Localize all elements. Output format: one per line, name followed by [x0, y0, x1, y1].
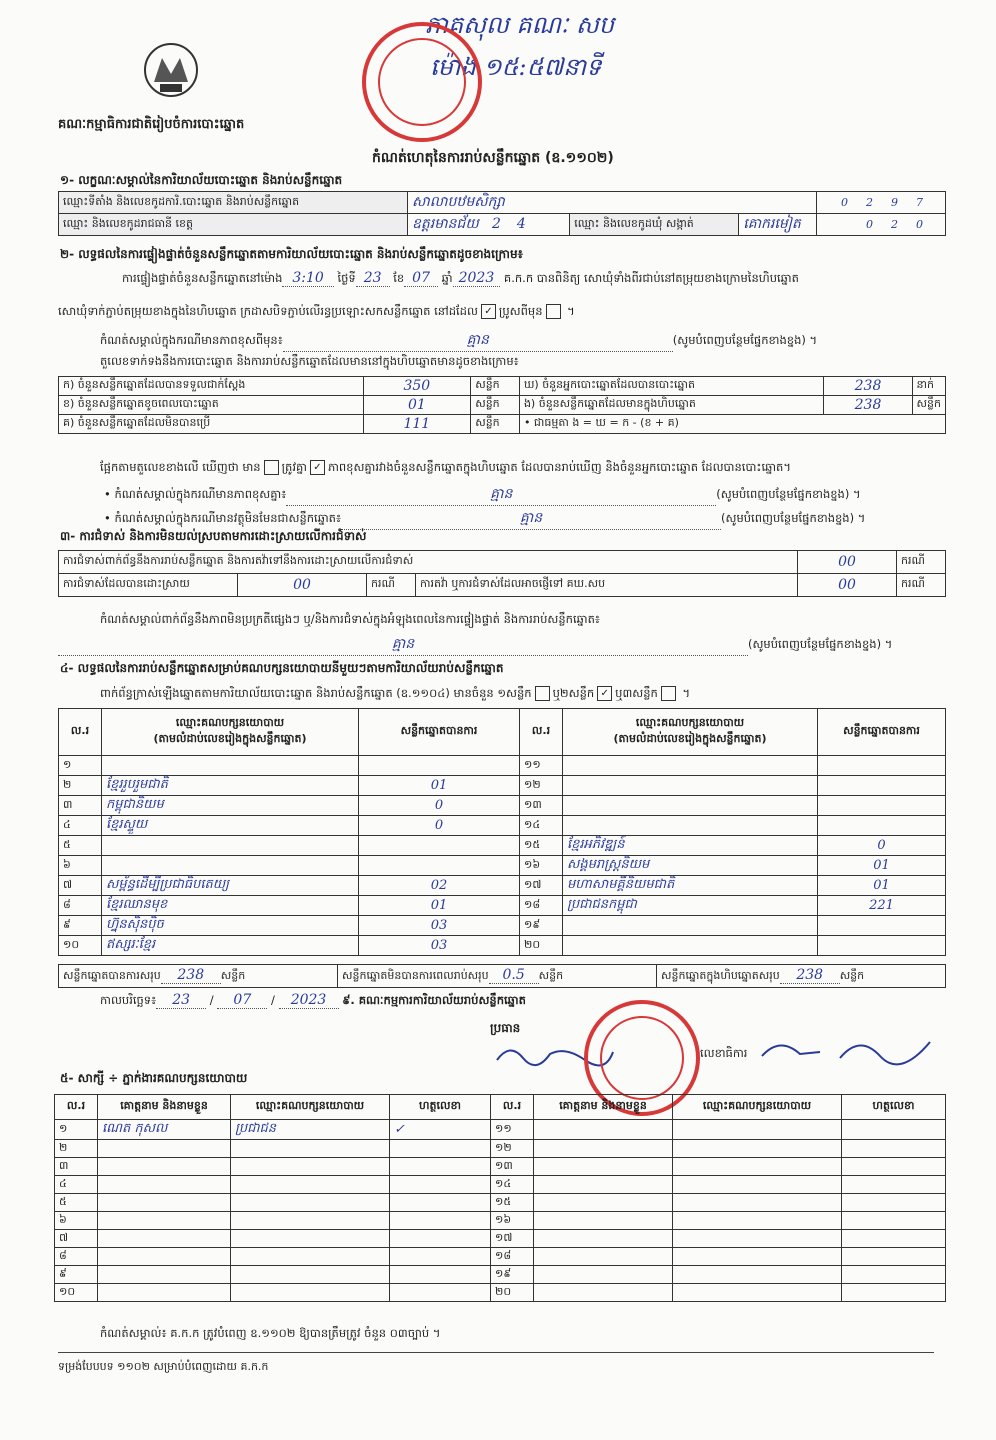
received-label: ក) ចំនួនសន្លឹកឆ្នោតដែលបានទទួលជាក់ស្តែង	[59, 377, 364, 396]
party-votes: 02	[359, 876, 520, 896]
table-row	[55, 1140, 946, 1158]
section1-title: ១- លក្ខណៈសម្គាល់នៃការិយាល័យបោះឆ្នោត និងរាប់សន្លឹកឆ្នោត	[60, 173, 343, 187]
party-name	[563, 936, 818, 956]
witness-name	[534, 1158, 673, 1176]
secretary-signature	[760, 1032, 940, 1066]
witness-name	[534, 1176, 673, 1194]
province-label: ឈ្មោះ និងលេខកូដរាជធានី ខេត្ត	[59, 214, 408, 236]
party-votes: 01	[359, 776, 520, 796]
location-code: 0297	[817, 192, 946, 214]
table-row	[59, 776, 946, 796]
section2-bullet1: • កំណត់សម្គាល់ក្នុងករណីមានភាពខុសគ្នា៖ គ្មាន (សូមបំពេញបន្ថែមផ្នែកខាងខ្នង) ។	[104, 484, 861, 506]
sheets-1-checkbox[interactable]	[535, 686, 550, 701]
totals-row: សន្លឹកឆ្នោតបានការសរុប 238 សន្លឹក សន្លឹកឆ្នោតមិនបានការពេលរាប់សរុប 0.5 សន្លឹក សន្លឹកឆ្នោតក្នុងហិបឆ្នោតសរុប 238 សន្លឹក	[58, 964, 946, 988]
row-number: ១៧	[520, 876, 563, 896]
section2-para4: ផ្អែកតាមតួលេខខាងលើ ឃើញថា មាន ត្រូវគ្នា ✓ ភាពខុសគ្នារវាងចំនួនសន្លឹកឆ្នោតក្នុងហិបឆ្នោត ដែលបានរាប់ឃើញ និងចំនួនអ្នកបោះឆ្នោត ដែលបានបោះឆ្នោត។	[100, 460, 791, 474]
witness-party	[673, 1140, 842, 1158]
chair-label: ប្រធាន	[490, 1021, 521, 1035]
row-number: ២	[55, 1140, 98, 1158]
party-name	[563, 756, 818, 776]
top-annotation-line2: ម៉ោង ១៥:៥៧នាទី	[430, 53, 602, 81]
row-number: ៨	[55, 1248, 98, 1266]
party-votes: 221	[818, 896, 946, 916]
witness-party	[673, 1212, 842, 1230]
party-name: ខ្មែរឈានមុខ	[102, 896, 359, 916]
party-name: ខ្មែររួបរួមជាតិ	[102, 776, 359, 796]
table-row	[55, 1158, 946, 1176]
province-value: ឧត្តរមានជ័យ 24	[408, 214, 570, 236]
section1-table	[58, 191, 946, 236]
witness-signature	[842, 1158, 946, 1176]
party-name: សង្គមរាស្ត្រនិយម	[563, 856, 818, 876]
section4-intro: ពាក់ព័ន្ធក្រាស់ឡើងឆ្នោតតាមការិយាល័យបោះឆ្នោត និងរាប់សន្លឹកឆ្នោត (ឧ.១១០៤) មានចំនួន ១សន្លឹក ឬ២សន្លឹក ✓ ឬ៣សន្លឹក ។	[100, 686, 691, 700]
row-number: ៥	[59, 836, 102, 856]
table-row	[59, 896, 946, 916]
table-row	[55, 1230, 946, 1248]
top-annotation-line1: ភាគសុល គណៈ សប	[425, 11, 614, 39]
witness-name	[98, 1284, 231, 1302]
resolved-count: 00	[238, 574, 367, 597]
witness-signature	[390, 1176, 491, 1194]
witness-party	[231, 1212, 390, 1230]
party-name: មហាសាមគ្គីនិយមជាតិ	[563, 876, 818, 896]
witness-signature	[842, 1230, 946, 1248]
witness-party	[231, 1266, 390, 1284]
table-row	[55, 1266, 946, 1284]
witness-name: ណេត កុសល	[98, 1120, 231, 1140]
party-votes	[818, 816, 946, 836]
table-row	[59, 856, 946, 876]
total-in-box: 238	[780, 967, 840, 984]
unused-label: គ) ចំនួនសន្លឹកឆ្នោតដែលមិនបានប្រើ	[59, 415, 364, 434]
row-number: ២០	[520, 936, 563, 956]
witness-signature	[390, 1248, 491, 1266]
row-number: ១៥	[491, 1194, 534, 1212]
row-number: ២	[59, 776, 102, 796]
party-name: ឥស្សរៈខ្មែរ	[102, 936, 359, 956]
unused-value: 111	[363, 415, 471, 434]
party-votes	[818, 796, 946, 816]
commune-label: ឈ្មោះ និងលេខកូដឃុំ សង្កាត់	[570, 214, 739, 236]
witness-party	[231, 1176, 390, 1194]
party-votes	[359, 856, 520, 876]
party-votes: 03	[359, 936, 520, 956]
forwarded-count: 00	[798, 574, 897, 597]
row-number: ១២	[520, 776, 563, 796]
row-number: ១	[55, 1120, 98, 1140]
row-number: ១៣	[520, 796, 563, 816]
witness-name	[98, 1230, 231, 1248]
witness-party	[231, 1230, 390, 1248]
section2-para3: តួលេខទាក់ទងនឹងការបោះឆ្នោត និងការរាប់សន្លឹកឆ្នោតដែលមាននៅក្នុងហិបឆ្នោតមានដូចខាងក្រោម៖	[100, 354, 519, 368]
witness-name	[534, 1230, 673, 1248]
table-row	[55, 1176, 946, 1194]
witness-party	[673, 1158, 842, 1176]
intact-checkbox[interactable]: ✓	[481, 304, 496, 319]
objection-table: ការជំទាស់ពាក់ព័ន្ធនឹងការរាប់សន្លឹកឆ្នោត និងការតវ៉ាទៅនឹងការដោះស្រាយលើការជំទាស់ 00 ករណី ការជំទាស់ដែលបានដោះស្រាយ 00 ករណី ការតវ៉ា ឬការជំទាស់ដែលអាចផ្ញើទៅ គឃ.សប 00 ករណី	[58, 550, 946, 597]
witness-signature	[390, 1230, 491, 1248]
party-name: ហ្វ៊ុនស៊ិនប៉ិច	[102, 916, 359, 936]
party-name	[563, 916, 818, 936]
section5-title: ៥- សាក្សី ÷ ភ្នាក់ងារគណបក្សនយោបាយ	[60, 1071, 248, 1085]
objection-count: 00	[798, 551, 897, 574]
witness-table: ល.រ គោត្តនាម និងនាមខ្លួន ឈ្មោះគណបក្សនយោបាយ ហត្ថលេខា ល.រ គោត្តនាម និងនាមខ្លួន ឈ្មោះគណបក្សនយោបាយ ហត្ថលេខា ១ ណេត កុសល ប្រជាជន ✓ ១១ ២ ១២ ៣ ១៣ ៤ ១៤ ៥ ១៥ ៦ ១៦ ៧ ១៧ ៨ ១៨ ៩ ១៩ ១០ ២០	[54, 1094, 946, 1302]
witness-party	[673, 1248, 842, 1266]
row-number: ១៦	[520, 856, 563, 876]
party-votes: 03	[359, 916, 520, 936]
party-votes	[359, 836, 520, 856]
section2-note: កំណត់សម្គាល់ក្នុងករណីមានភាពខុសពីមុន៖ គ្មាន (សូមបំពេញបន្ថែមផ្នែកខាងខ្នង) ។	[100, 330, 817, 352]
row-number: ៥	[55, 1194, 98, 1212]
witness-signature	[390, 1212, 491, 1230]
section2-para2: សោឃុំទាក់ភ្ជាប់តម្រុយខាងក្នុងនៃហិបឆ្នោត ក្រដាសបិទភ្ជាប់លើរន្ធប្រឡោះសកសន្លឹកឆ្នោត នៅដដែល ✓ ប្រូសពីមុន ។	[58, 304, 575, 318]
witness-party	[231, 1158, 390, 1176]
spoiled-label: ខ) ចំនួនសន្លឹកឆ្នោតខូចពេលបោះឆ្នោត	[59, 396, 364, 415]
table-row	[59, 876, 946, 896]
witness-party	[673, 1284, 842, 1302]
witness-signature	[842, 1248, 946, 1266]
table-row	[55, 1248, 946, 1266]
witness-name	[98, 1248, 231, 1266]
witness-signature	[842, 1194, 946, 1212]
party-name: សម្ព័ន្ធដើម្បីប្រជាធិបតេយ្យ	[102, 876, 359, 896]
witness-name	[98, 1212, 231, 1230]
party-votes: 0	[818, 836, 946, 856]
form-footer: ទម្រង់បែបបទ ១១០២ សម្រាប់បំពេញដោយ គ.ក.ក	[58, 1360, 269, 1373]
witness-signature	[842, 1284, 946, 1302]
row-number: ៩	[55, 1266, 98, 1284]
table-row	[55, 1194, 946, 1212]
discrepancy-yes-checkbox[interactable]	[264, 460, 279, 475]
party-name: ខ្មែរអភិវឌ្ឍន៍	[563, 836, 818, 856]
table-row	[59, 816, 946, 836]
witness-signature	[390, 1158, 491, 1176]
sheets-3-checkbox[interactable]	[661, 686, 676, 701]
witness-name	[534, 1248, 673, 1266]
witness-signature	[842, 1140, 946, 1158]
witness-signature	[842, 1212, 946, 1230]
witness-party	[231, 1284, 390, 1302]
party-name	[102, 856, 359, 876]
party-name	[102, 836, 359, 856]
row-number: ១៨	[491, 1248, 534, 1266]
party-votes	[359, 756, 520, 776]
row-number: ៨	[59, 896, 102, 916]
witness-name	[534, 1266, 673, 1284]
table-row	[59, 916, 946, 936]
party-votes	[818, 776, 946, 796]
section3-title: ៣- ការជំទាស់ និងការមិនយល់ស្របតាមការដោះស្រាយលើការជំទាស់	[60, 529, 367, 543]
witness-signature	[842, 1266, 946, 1284]
voted-value: 238	[824, 377, 912, 396]
row-number: ១៧	[491, 1230, 534, 1248]
in-box-value: 238	[824, 396, 912, 415]
row-number: ២០	[491, 1284, 534, 1302]
witness-signature	[842, 1176, 946, 1194]
witness-name	[98, 1176, 231, 1194]
table-row	[59, 936, 946, 956]
match-checkbox[interactable]: ✓	[310, 460, 325, 475]
party-votes: 0	[359, 796, 520, 816]
row-number: ១១	[520, 756, 563, 776]
table-row	[55, 1120, 946, 1140]
witness-name	[534, 1140, 673, 1158]
row-number: ៩	[59, 916, 102, 936]
row-number: ១១	[491, 1120, 534, 1140]
sheets-2-checkbox[interactable]: ✓	[597, 686, 612, 701]
party-name	[563, 816, 818, 836]
witness-name	[534, 1284, 673, 1302]
witness-signature	[842, 1120, 946, 1140]
row-number: ១២	[491, 1140, 534, 1158]
table-row	[59, 796, 946, 816]
signature-date: កាលបរិច្ឆេទ៖ 23 / 07 / 2023 ៩. គណៈកម្មការការិយាល័យរាប់សន្លឹកឆ្នោត	[100, 992, 526, 1008]
row-number: ១០	[59, 936, 102, 956]
secretary-label: លេខាធិការ	[700, 1046, 748, 1060]
row-number: ៦	[55, 1212, 98, 1230]
footer-note: កំណត់សម្គាល់៖ គ.ក.ក ត្រូវបំពេញ ឧ.១១០២ ឱ្យបានត្រឹមត្រូវ ចំនួន ០៣ច្បាប់ ។	[100, 1326, 441, 1340]
ballot-count-table: ក) ចំនួនសន្លឹកឆ្នោតដែលបានទទួលជាក់ស្តែង 350 សន្លឹក ឃ) ចំនួនអ្នកបោះឆ្នោតដែលបានបោះឆ្នោត 238 នាក់ ខ) ចំនួនសន្លឹកឆ្នោតខូចពេលបោះឆ្នោត 01 សន្លឹក ង) ចំនួនសន្លឹកឆ្នោតដែលមានក្នុងហិបឆ្នោត 238 សន្លឹក គ) ចំនួនសន្លឹកឆ្នោតដែលមិនបានប្រើ 111 សន្លឹក • ជាធម្មតា ង = ឃ = ក - (ខ + គ)	[58, 376, 946, 434]
witness-signature: ✓	[390, 1120, 491, 1140]
witness-signature	[390, 1266, 491, 1284]
witness-party	[673, 1176, 842, 1194]
location-value: សាលាបឋមសិក្សា	[408, 192, 817, 214]
voted-label: ឃ) ចំនួនអ្នកបោះឆ្នោតដែលបានបោះឆ្នោត	[519, 377, 824, 396]
commune-value: គោករមៀត	[739, 214, 817, 236]
nec-logo	[140, 38, 202, 108]
commune-code: 020	[817, 214, 946, 236]
party-name: ប្រជាជនកម្ពុជា	[563, 896, 818, 916]
row-number: ១៦	[491, 1212, 534, 1230]
official-stamp-top	[362, 22, 482, 142]
witness-signature	[390, 1140, 491, 1158]
row-number: ១៩	[520, 916, 563, 936]
row-number: ៤	[59, 816, 102, 836]
table-row	[59, 756, 946, 776]
row-number: ៧	[59, 876, 102, 896]
party-votes: 01	[818, 856, 946, 876]
witness-name	[98, 1266, 231, 1284]
party-results-table: ល.រ ឈ្មោះគណបក្សនយោបាយ (តាមលំដាប់លេខរៀងក្នុងសន្លឹកឆ្នោត) សន្លឹកឆ្នោតបានការ ល.រ ឈ្មោះគណបក្សនយោបាយ (តាមលំដាប់លេខរៀងក្នុងសន្លឹកឆ្នោត) សន្លឹកឆ្នោតបានការ ១ ១១ ២ ខ្មែររួបរួមជាតិ 01 ១២ ៣ កម្ពុជានិយម 0 ១៣ ៤ ខ្មែរស្ទួយ 0 ១៤ ៥ ១៥ ខ្មែរអភិវឌ្ឍន៍ 0 ៦ ១៦ សង្គមរាស្ត្រនិយម 01 ៧ សម្ព័ន្ធដើម្បីប្រជាធិបតេយ្យ 02 ១៧ មហាសាមគ្គីនិយមជាតិ 01 ៨ ខ្មែរឈានមុខ 01 ១៨ ប្រជាជនកម្ពុជា 221 ៩ ហ្វ៊ុនស៊ិនប៉ិច 03 ១៩ ១០ ឥស្សរៈខ្មែរ 03 ២០	[58, 708, 946, 956]
total-valid: 238	[161, 967, 221, 984]
section4-title: ៤- លទ្ធផលនៃការរាប់សន្លឹកឆ្នោតសម្រាប់គណបក្សនយោបាយនីមួយៗតាមការិយាល័យរាប់សន្លឹកឆ្នោត	[60, 661, 504, 675]
section3-note-label: កំណត់សម្គាល់ពាក់ព័ន្ធនឹងភាពមិនប្រក្រតីផ្សេងៗ ឬ/និងការជំទាស់ក្នុងអំឡុងពេលនៃការផ្ទៀងផ្ទាត់ និងការរាប់សន្លឹកឆ្នោត៖	[100, 612, 600, 626]
section2-bullet2: • កំណត់សម្គាល់ក្នុងករណីមានវត្ថុមិនមែនជាសន្លឹកឆ្នោត៖ គ្មាន (សូមបំពេញបន្ថែមផ្នែកខាងខ្នង) ។	[104, 508, 865, 530]
witness-party: ប្រជាជន	[231, 1120, 390, 1140]
row-number: ១	[59, 756, 102, 776]
party-votes	[818, 936, 946, 956]
witness-party	[231, 1194, 390, 1212]
in-box-label: ង) ចំនួនសន្លឹកឆ្នោតដែលមានក្នុងហិបឆ្នោត	[519, 396, 824, 415]
witness-name	[98, 1194, 231, 1212]
table-row	[55, 1212, 946, 1230]
row-number: ៤	[55, 1176, 98, 1194]
party-name	[563, 796, 818, 816]
received-value: 350	[363, 377, 471, 396]
section2-para1: ការផ្ទៀងផ្ទាត់ចំនួនសន្លឹកឆ្នោតនៅម៉ោង 3:10 ថ្ងៃទី 23 ខែ 07 ឆ្នាំ 2023 គ.ក.ក បានពិនិត្យ សោឃុំទាំងពីរជាប់នៅតម្រុយខាងក្រោមនៃហិបឆ្នោត	[122, 270, 799, 286]
form-title: កំណត់ហេតុនៃការរាប់សន្លឹកឆ្នោត (ឧ.១១០២)	[372, 150, 614, 166]
row-number: ១៨	[520, 896, 563, 916]
row-number: ១៤	[520, 816, 563, 836]
witness-party	[231, 1140, 390, 1158]
witness-signature	[390, 1194, 491, 1212]
party-name: កម្ពុជានិយម	[102, 796, 359, 816]
row-number: ១០	[55, 1284, 98, 1302]
section2-title: ២- លទ្ធផលនៃការផ្ទៀងផ្ទាត់ចំនួនសន្លឹកឆ្នោតតាមការិយាល័យបោះឆ្នោត និងរាប់សន្លឹកឆ្នោតដូចខាងក្រោម៖	[60, 247, 523, 261]
witness-name	[534, 1120, 673, 1140]
location-label: ឈ្មោះទីតាំង និងលេខកូដការិ.បោះឆ្នោត និងរាប់សន្លឹកឆ្នោត	[59, 192, 408, 214]
table-row	[55, 1284, 946, 1302]
witness-party	[673, 1120, 842, 1140]
party-name	[563, 776, 818, 796]
party-name	[102, 756, 359, 776]
table-row	[59, 836, 946, 856]
witness-signature	[390, 1284, 491, 1302]
witness-name	[534, 1212, 673, 1230]
row-number: ៦	[59, 856, 102, 876]
party-votes	[818, 756, 946, 776]
spoiled-value: 01	[363, 396, 471, 415]
row-number: ៣	[55, 1158, 98, 1176]
row-number: ១៥	[520, 836, 563, 856]
total-invalid: 0.5	[489, 967, 539, 984]
party-votes: 01	[359, 896, 520, 916]
witness-party	[673, 1230, 842, 1248]
party-votes: 0	[359, 816, 520, 836]
section3-note: គ្មាន (សូមបំពេញបន្ថែមផ្នែកខាងខ្នង) ។	[58, 634, 892, 656]
row-number: ៧	[55, 1230, 98, 1248]
row-number: ៣	[59, 796, 102, 816]
witness-name	[98, 1158, 231, 1176]
witness-party	[673, 1266, 842, 1284]
formula: • ជាធម្មតា ង = ឃ = ក - (ខ + គ)	[519, 415, 945, 434]
party-votes: 01	[818, 876, 946, 896]
row-number: ១៤	[491, 1176, 534, 1194]
party-votes	[818, 916, 946, 936]
witness-party	[231, 1248, 390, 1266]
witness-name	[98, 1140, 231, 1158]
witness-party	[673, 1194, 842, 1212]
party-name: ខ្មែរស្ទួយ	[102, 816, 359, 836]
row-number: ១៣	[491, 1158, 534, 1176]
committee-title: គណៈកម្មាធិការជាតិរៀបចំការបោះឆ្នោត	[58, 117, 245, 132]
row-number: ១៩	[491, 1266, 534, 1284]
changed-checkbox[interactable]	[546, 304, 561, 319]
witness-name	[534, 1194, 673, 1212]
